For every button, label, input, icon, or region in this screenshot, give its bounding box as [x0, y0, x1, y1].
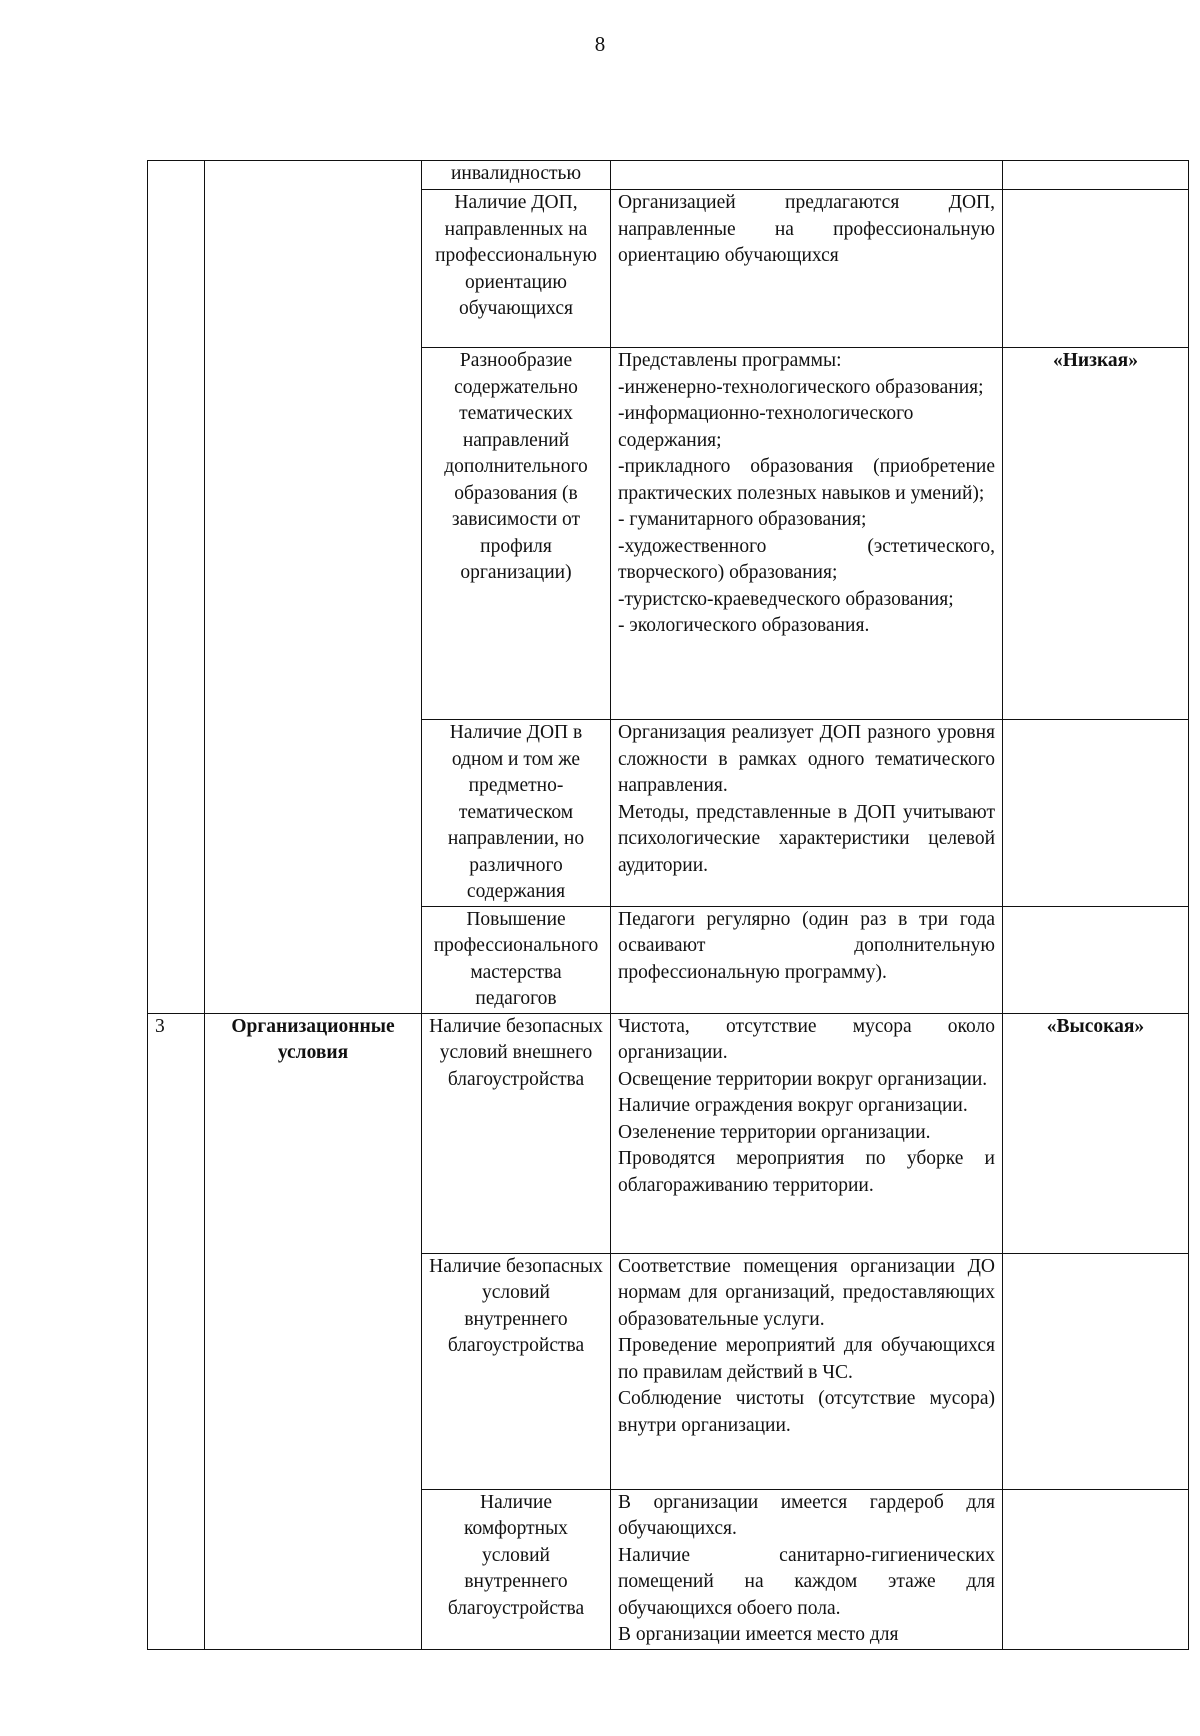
page-number: 8: [594, 32, 606, 56]
rating-cell: [1003, 161, 1189, 190]
rating-cell: [1003, 906, 1189, 1013]
criterion-cell: Наличие безопасных условий внешнего благоустройства: [422, 1013, 611, 1253]
rating-cell: [1003, 1489, 1189, 1649]
row-number-cell: [148, 161, 205, 1014]
description-line: В организации имеется гардероб для обучающихся.: [618, 1491, 995, 1539]
row-number-cell: 3: [148, 1013, 205, 1649]
description-line: Соответствие помещения организации ДО нормам для организаций, предоставляющих образовательные услуги.: [618, 1255, 995, 1330]
rating-cell: [1003, 190, 1189, 348]
section-title-cell: Организационные условия: [205, 1013, 422, 1649]
description-cell: [611, 190, 1003, 348]
description-line: Педагоги регулярно (один раз в три года осваивают дополнительную профессиональную программу).: [618, 908, 995, 983]
description-cell: [611, 1489, 1003, 1649]
description-cell: [611, 906, 1003, 1013]
table-row: [148, 1013, 1189, 1253]
description-line: -художественного (эстетического, творческого) образования;: [618, 535, 995, 583]
assessment-table: [147, 160, 1189, 1650]
description-line: -туристско-краеведческого образования;: [618, 588, 954, 610]
criterion-cell: Наличие безопасных условий внутреннего благоустройства: [422, 1253, 611, 1489]
criterion-cell: Наличие ДОП в одном и том же предметно-тематическом направлении, но различного содержания: [422, 720, 611, 907]
description-line: Организация реализует ДОП разного уровня сложности в рамках одного тематического направления.: [618, 722, 995, 796]
description-line: Соблюдение чистоты (отсутствие мусора) внутри организации.: [618, 1388, 995, 1436]
description-cell: [611, 720, 1003, 907]
description-cell: [611, 348, 1003, 720]
criterion-cell: Разнообразие содержательно тематических направлений дополнительного образования (в зависимости от профиля организации): [422, 348, 611, 720]
description-cell: [611, 1253, 1003, 1489]
criterion-cell: Наличие комфортных условий внутреннего благоустройства: [422, 1489, 611, 1649]
rating-cell: [1003, 720, 1189, 907]
section-title-cell: [205, 161, 422, 1014]
description-line: В организации имеется место для: [618, 1624, 899, 1645]
description-line: Методы, представленные в ДОП учитывают психологические характеристики целевой аудитории.: [618, 801, 995, 876]
description-cell: [611, 161, 1003, 190]
criterion-cell: Повышение профессионального мастерства педагогов: [422, 906, 611, 1013]
description-line: - экологического образования.: [618, 615, 870, 636]
description-line: -прикладного образования (приобретение практических полезных навыков и умений);: [618, 456, 995, 504]
description-line: - гуманитарного образования;: [618, 509, 867, 530]
description-cell: [611, 1013, 1003, 1253]
table-row: [148, 161, 1189, 190]
description-line: Проводятся мероприятия по уборке и облагораживанию территории.: [618, 1148, 995, 1196]
description-line: Чистота, отсутствие мусора около организации.: [618, 1015, 995, 1063]
description-line: Наличие ограждения вокруг организации.: [618, 1095, 968, 1116]
description-line: -информационно-технологического содержания;: [618, 403, 914, 451]
description-line: Наличие санитарно-гигиенических помещений на каждом этаже для обучающихся обоего пола.: [618, 1544, 995, 1619]
description-line: Представлены программы:: [618, 350, 842, 371]
rating-cell: [1003, 1253, 1189, 1489]
criterion-cell: инвалидностью: [422, 161, 611, 190]
rating-cell: «Низкая»: [1003, 348, 1189, 720]
description-line: Проведение мероприятий для обучающихся по правилам действий в ЧС.: [618, 1335, 995, 1383]
description-line: -инженерно-технологического образования;: [618, 376, 984, 398]
description-line: Организацией предлагаются ДОП, направленные на профессиональную ориентацию обучающихся: [618, 192, 995, 266]
criterion-cell: Наличие ДОП, направленных на профессиональную ориентацию обучающихся: [422, 190, 611, 348]
description-line: Озеленение территории организации.: [618, 1121, 931, 1143]
rating-cell: «Высокая»: [1003, 1013, 1189, 1253]
description-line: Освещение территории вокруг организации.: [618, 1068, 988, 1090]
